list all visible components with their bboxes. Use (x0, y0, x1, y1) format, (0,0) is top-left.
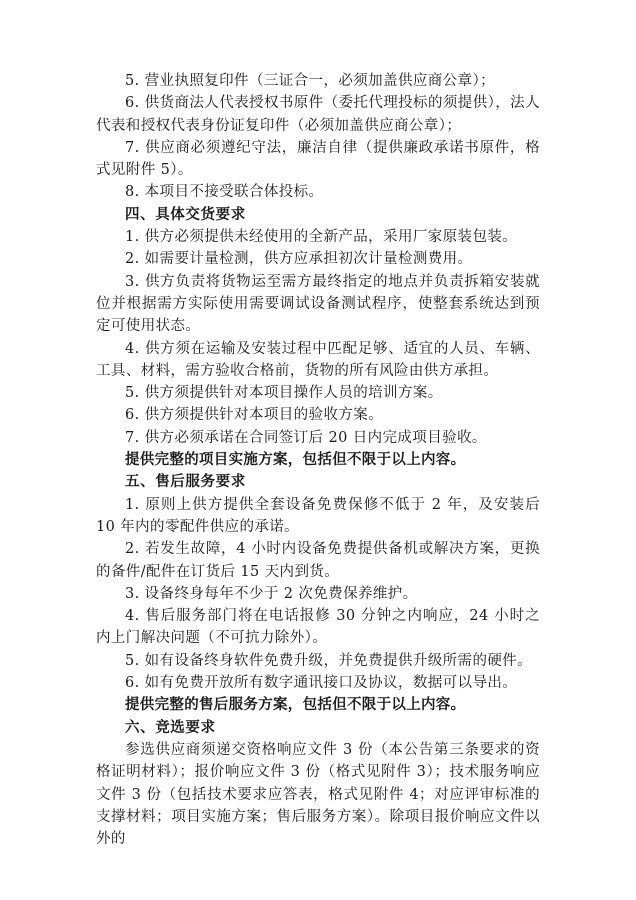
delivery-item-2: 2. 如需要计量检测，供方应承担初次计量检测费用。 (125, 251, 473, 268)
delivery-item-3: 3. 供方负责将货物运至需方最终指定的地点并负责拆箱安装就位并根据需方实际使用需要调试设备测试程序，使整套系统达到预定可使用状态。 (96, 273, 540, 335)
qualification-item-7: 7. 供应商必须遵纪守法，廉洁自律（提供廉政承诺书原件，格式见附件 5）。 (96, 139, 540, 179)
section-heading-bidding: 六、竞选要求 (125, 719, 216, 736)
after-sales-item-4: 4. 售后服务部门将在电话报修 30 分钟之内响应，24 小时之内上门解决问题（不可抗力除外）。 (96, 608, 540, 647)
after-sales-item-2: 2. 若发生故障，4 小时内设备免费提供备机或解决方案，更换的备件/配件在订货后 15 天内到货。 (96, 541, 540, 580)
after-sales-item-1: 1. 原则上供方提供全套设备免费保修不低于 2 年，及安装后 10 年内的零配件供应的承诺。 (96, 496, 540, 535)
document-body (96, 70, 540, 850)
delivery-closing-statement: 提供完整的项目实施方案，包括但不限于以上内容。 (125, 452, 466, 469)
delivery-item-4: 4. 供方须在运输及安装过程中匹配足够、适宜的人员、车辆、工具、材料，需方验收合格前，货物的所有风险由供方承担。 (96, 340, 540, 379)
bidding-requirements-paragraph: 参选供应商须递交资格响应文件 3 份（本公告第三条要求的资格证明材料）；报价响应文件 3 份（格式见附件 3）；技术服务响应文件 3 份（包括技术要求应答表，格式见附件 4；对应评审标准的支撑材料；项目实施方案；售后服务方案）。除项目报价响应文件以外的 (96, 741, 540, 848)
delivery-item-5: 5. 供方须提供针对本项目操作人员的培训方案。 (125, 385, 443, 402)
qualification-item-5: 5. 营业执照复印件（三证合一，必须加盖供应商公章）； (125, 73, 495, 89)
qualification-item-6: 6. 供货商法人代表授权书原件（委托代理投标的须提供），法人代表和授权代表身份证复印件（必须加盖供应商公章）； (96, 95, 540, 134)
after-sales-item-6: 6. 如有免费开放所有数字通讯接口及协议，数据可以导出。 (125, 675, 518, 692)
delivery-item-7: 7. 供方必须承诺在合同签订后 20 日内完成项目验收。 (125, 429, 487, 446)
qualification-item-8: 8. 本项目不接受联合体投标。 (125, 184, 324, 201)
section-heading-after-sales: 五、售后服务要求 (125, 474, 246, 491)
after-sales-closing-statement: 提供完整的售后服务方案，包括但不限于以上内容。 (125, 697, 466, 714)
delivery-item-6: 6. 供方须提供针对本项目的验收方案。 (125, 407, 384, 424)
delivery-item-1: 1. 供方必须提供未经使用的全新产品，采用厂家原装包装。 (125, 229, 518, 246)
after-sales-item-5: 5. 如有设备终身软件免费升级，并免费提供升级所需的硬件。 (125, 652, 533, 669)
after-sales-item-3: 3. 设备终身每年不少于 2 次免费保养维护。 (125, 585, 418, 602)
section-heading-delivery: 四、具体交货要求 (125, 206, 246, 223)
